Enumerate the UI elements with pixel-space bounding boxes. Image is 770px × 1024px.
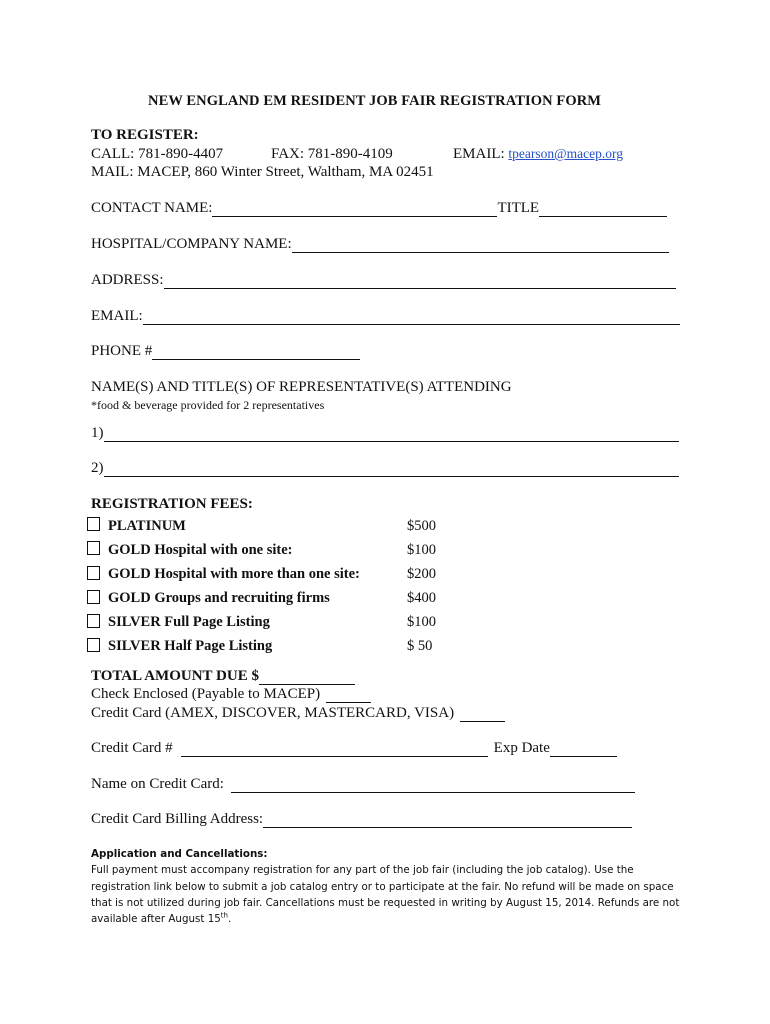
address-label: ADDRESS: — [91, 272, 164, 288]
contact-name-label: CONTACT NAME: — [91, 200, 213, 216]
rep2-line[interactable] — [104, 462, 679, 477]
gold-one-site-checkbox[interactable] — [87, 541, 100, 555]
credit-type-field[interactable] — [91, 705, 505, 722]
name-on-card-line[interactable] — [231, 778, 635, 793]
email-field[interactable] — [91, 308, 680, 325]
fee-price-silver-full: $100 — [407, 614, 436, 630]
card-number-line[interactable] — [181, 742, 488, 757]
email-field-label: EMAIL: — [91, 308, 143, 324]
silver-half-checkbox[interactable] — [87, 638, 100, 652]
address-line[interactable] — [164, 274, 676, 289]
total-field[interactable] — [91, 668, 355, 685]
fee-label-gold-one-site: GOLD Hospital with one site: — [108, 542, 293, 558]
name-on-card-field[interactable] — [91, 776, 635, 793]
form-title: NEW ENGLAND EM RESIDENT JOB FAIR REGISTRATION FORM — [148, 93, 602, 109]
billing-address-field[interactable] — [91, 811, 632, 828]
check-line[interactable] — [326, 688, 371, 703]
fax-number: FAX: 781-890-4109 — [271, 146, 393, 162]
fee-price-gold-multi-site: $200 — [407, 566, 436, 582]
exp-date-line[interactable] — [550, 742, 617, 757]
gold-multi-site-checkbox[interactable] — [87, 566, 100, 580]
total-label: TOTAL AMOUNT DUE $ — [91, 668, 259, 684]
rep2-label: 2) — [91, 460, 104, 476]
email-contact-label: EMAIL: — [453, 146, 505, 162]
email-line-1[interactable] — [143, 310, 400, 325]
phone-line-2[interactable] — [324, 345, 360, 360]
billing-address-line[interactable] — [263, 813, 632, 828]
fee-label-gold-multi-site: GOLD Hospital with more than one site: — [108, 566, 360, 582]
contact-name-field[interactable] — [91, 200, 667, 217]
exp-date-label: Exp Date — [493, 740, 550, 756]
phone-line-1[interactable] — [152, 345, 324, 360]
rep2-field[interactable] — [91, 460, 679, 477]
fee-label-silver-half: SILVER Half Page Listing — [108, 638, 273, 654]
fee-price-platinum: $500 — [407, 518, 436, 534]
phone-field[interactable] — [91, 343, 360, 360]
policy-heading: Application and Cancellations: — [91, 848, 268, 860]
card-number-label: Credit Card # — [91, 740, 173, 756]
email-contact — [453, 146, 623, 163]
call-number: CALL: 781-890-4407 — [91, 146, 224, 162]
policy-body: Full payment must accompany registration for any part of the job fair (including the job catalog). Use the registration link below to submit a job catalog entry or to participate at the fair. No refund will be made on space that is not utilized during job fair. Cancellations must be requested in writing by August 15, 2014. Refunds are not available after August 15th. — [91, 864, 680, 926]
card-number-field[interactable] — [91, 740, 617, 757]
fee-label-platinum: PLATINUM — [108, 518, 186, 534]
hospital-line[interactable] — [292, 238, 669, 253]
rep1-field[interactable] — [91, 425, 679, 442]
name-on-card-label: Name on Credit Card: — [91, 776, 224, 792]
fee-price-gold-one-site: $100 — [407, 542, 436, 558]
to-register-heading: TO REGISTER: — [91, 127, 199, 143]
fee-price-gold-groups: $400 — [407, 590, 436, 606]
hospital-field[interactable] — [91, 236, 669, 253]
email-line-2[interactable] — [400, 310, 680, 325]
title-label: TITLE — [497, 200, 540, 216]
email-link[interactable]: tpearson@macep.org — [508, 146, 623, 161]
silver-full-checkbox[interactable] — [87, 614, 100, 628]
contact-name-line[interactable] — [212, 202, 497, 217]
credit-type-label: Credit Card (AMEX, DISCOVER, MASTERCARD, VISA) — [91, 705, 455, 721]
check-field[interactable] — [91, 686, 371, 703]
credit-type-line[interactable] — [460, 707, 505, 722]
phone-label: PHONE # — [91, 343, 153, 359]
hospital-label: HOSPITAL/COMPANY NAME: — [91, 236, 292, 252]
check-label: Check Enclosed (Payable to MACEP) — [91, 686, 321, 702]
platinum-checkbox[interactable] — [87, 517, 100, 531]
fees-heading: REGISTRATION FEES: — [91, 496, 253, 512]
mail-address: MAIL: MACEP, 860 Winter Street, Waltham, MA 02451 — [91, 164, 434, 180]
address-field[interactable] — [91, 272, 676, 289]
cancellation-policy — [91, 846, 691, 927]
rep1-line[interactable] — [104, 427, 679, 442]
gold-groups-checkbox[interactable] — [87, 590, 100, 604]
fee-label-silver-full: SILVER Full Page Listing — [108, 614, 270, 630]
reps-heading: NAME(S) AND TITLE(S) OF REPRESENTATIVE(S) ATTENDING — [91, 379, 512, 395]
billing-address-label: Credit Card Billing Address: — [91, 811, 264, 827]
policy-sup: th — [220, 911, 228, 920]
fee-price-silver-half: $ 50 — [407, 638, 433, 654]
rep1-label: 1) — [91, 425, 104, 441]
fee-label-gold-groups: GOLD Groups and recruiting firms — [108, 590, 330, 606]
title-line[interactable] — [539, 202, 667, 217]
reps-note: *food & beverage provided for 2 representatives — [91, 398, 325, 412]
total-line[interactable] — [259, 670, 355, 685]
